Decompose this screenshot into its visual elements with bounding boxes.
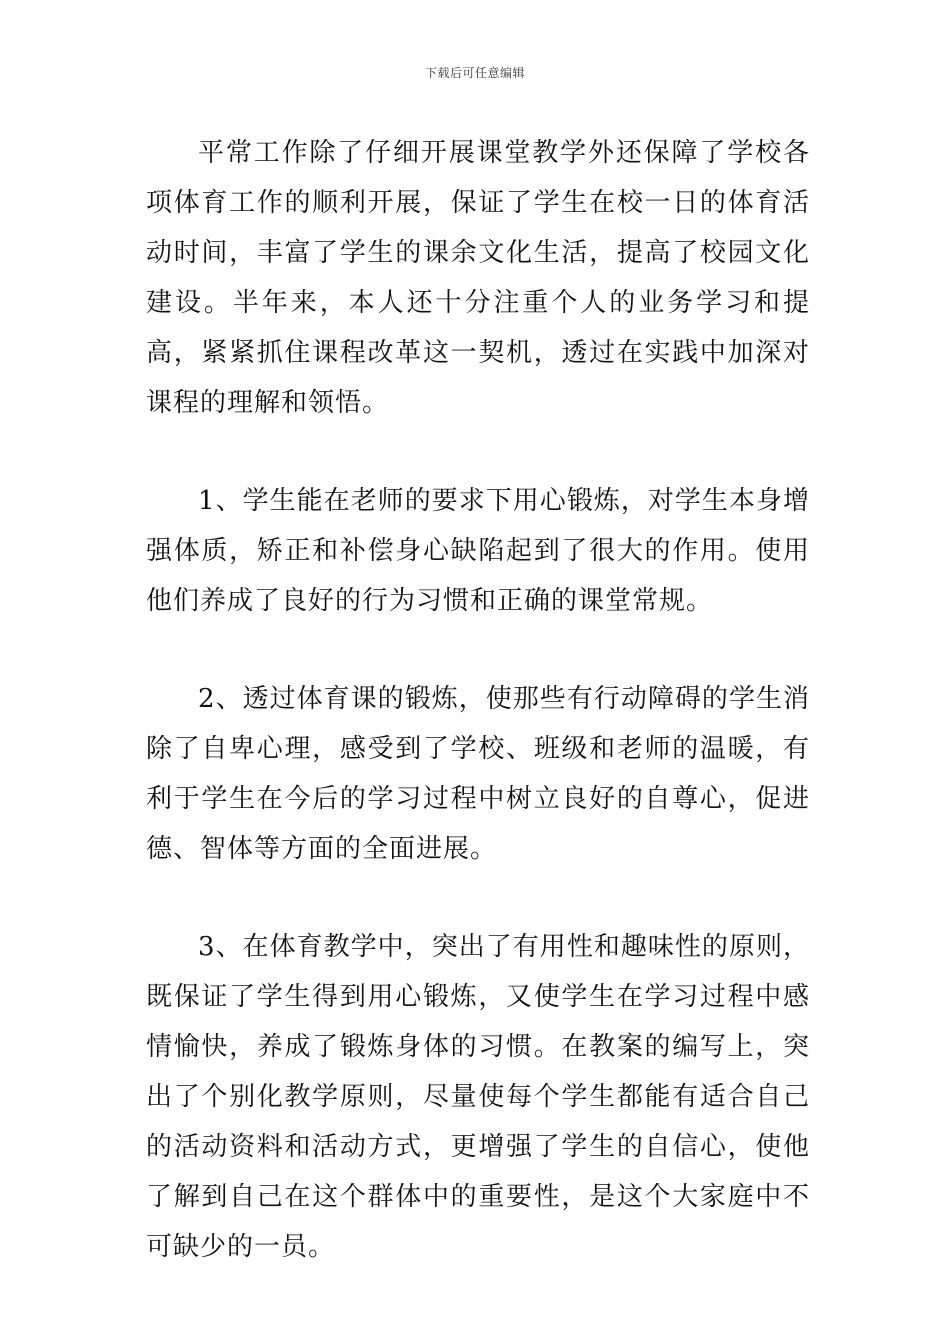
paragraph-point-3: 3、在体育教学中，突出了有用性和趣味性的原则，既保证了学生得到用心锻炼，又使学生在学习过程中感情愉快，养成了锻炼身体的习惯。在教案的编写上，突出了个别化教学原则，尽量使每个学生都能有适合自己的活动资料和活动方式，更增强了学生的自信心，使他了解到自己在这个群体中的重要性，是这个大家庭中不可缺少的一员。 [146,932,810,1262]
paragraph-point-2: 2、透过体育课的锻炼，使那些有行动障碍的学生消除了自卑心理，感受到了学校、班级和老师的温暖，有利于学生在今后的学习过程中树立良好的自尊心，促进德、智体等方面的全面进展。 [146,684,810,864]
page-header-caption: 下载后可任意编辑 [424,66,525,80]
paragraph-intro: 平常工作除了仔细开展课堂教学外还保障了学校各项体育工作的顺利开展，保证了学生在校一日的体育活动时间，丰富了学生的课余文化生活，提高了校园文化建设。半年来，本人还十分注重个人的业务学习和提高，紧紧抓住课程改革这一契机，透过在实践中加深对课程的理解和领悟。 [146,138,810,418]
paragraph-point-1: 1、学生能在老师的要求下用心锻炼，对学生本身增强体质，矫正和补偿身心缺陷起到了很大的作用。使用他们养成了良好的行为习惯和正确的课堂常规。 [146,486,810,616]
document-body [146,128,810,1272]
